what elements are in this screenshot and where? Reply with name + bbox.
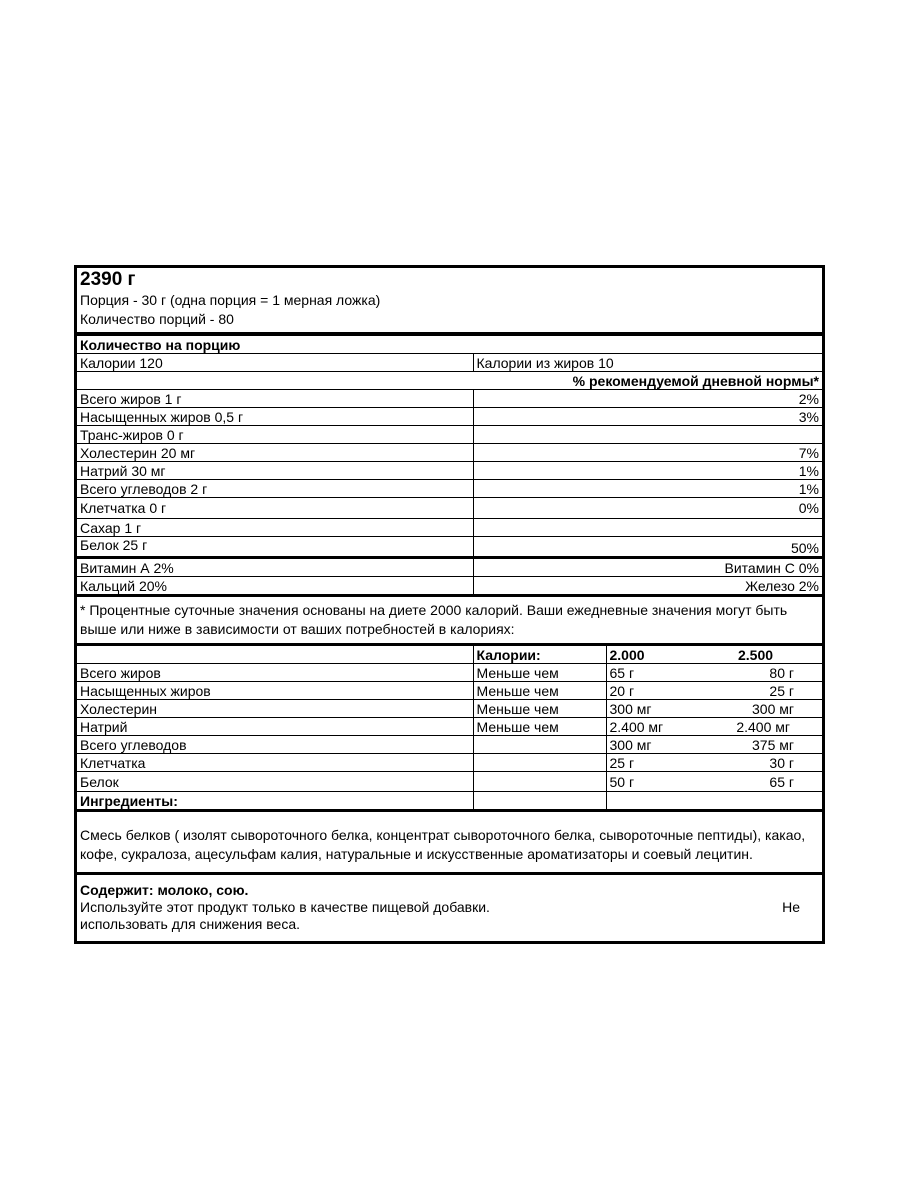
nutrient-row — [77, 462, 822, 480]
dv-2000: 2.400 мг — [606, 718, 706, 736]
usage-line-1: Используйте этот продукт только в качестве пищевой добавки. — [80, 899, 490, 915]
dv-name: Насыщенных жиров — [77, 682, 473, 700]
nutrient-dv: 2% — [473, 390, 822, 408]
dv-2000: 25 г — [606, 754, 706, 772]
nutrient-dv: 7% — [473, 444, 822, 462]
dv-row — [77, 718, 822, 736]
ingredients-label: Ингредиенты: — [77, 792, 473, 810]
calories-from-fat: Калории из жиров 10 — [473, 354, 822, 372]
nutrient-row — [77, 426, 822, 444]
calories: Калории 120 — [77, 354, 473, 372]
nutrient-dv: 3% — [473, 408, 822, 426]
nutrient-row — [77, 390, 822, 408]
dv-name: Всего углеводов — [77, 736, 473, 754]
dv-2500: 80 г — [706, 664, 822, 682]
dv-heading: % рекомендуемой дневной нормы* — [77, 372, 822, 390]
dv-cond: Меньше чем — [473, 718, 606, 736]
nutrient-row — [77, 519, 822, 537]
contains-block — [77, 872, 822, 941]
nutrient-dv — [473, 426, 822, 444]
dv-cond: Меньше чем — [473, 664, 606, 682]
daily-values-table — [77, 643, 822, 809]
nutrition-facts-table — [77, 336, 822, 594]
dv-2500: 65 г — [706, 772, 822, 792]
nutrient-dv: 1% — [473, 480, 822, 498]
nutrient-row — [77, 444, 822, 462]
dv-cond — [473, 736, 606, 754]
col-2500: 2.500 — [706, 645, 822, 664]
usage-line-1-end: Не — [782, 899, 800, 915]
nutrient-name: Белок 25 г — [77, 537, 473, 558]
vitamin-left: Кальций 20% — [77, 577, 473, 595]
dv-name: Белок — [77, 772, 473, 792]
nutrient-name: Клетчатка 0 г — [77, 498, 473, 519]
nutrient-name: Насыщенных жиров 0,5 г — [77, 408, 473, 426]
dv-name: Клетчатка — [77, 754, 473, 772]
amount-per-serving: Количество на порцию — [80, 336, 241, 353]
nutrient-name: Всего углеводов 2 г — [77, 480, 473, 498]
dv-row — [77, 754, 822, 772]
dv-2000: 50 г — [606, 772, 706, 792]
nutrient-dv: 50% — [473, 537, 822, 558]
dv-2000: 20 г — [606, 682, 706, 700]
calories-label: Калории: — [473, 645, 606, 664]
dv-name: Холестерин — [77, 700, 473, 718]
vitamin-row — [77, 558, 822, 577]
dv-cond: Меньше чем — [473, 682, 606, 700]
vitamin-row — [77, 577, 822, 595]
dv-2000: 300 мг — [606, 700, 706, 718]
nutrient-row — [77, 480, 822, 498]
usage-line-2: использовать для снижения веса. — [80, 916, 301, 932]
dv-2000: 300 мг — [606, 736, 706, 754]
nutrient-row — [77, 537, 822, 558]
vitamin-left: Витамин А 2% — [77, 558, 473, 577]
label-header — [77, 268, 822, 336]
nutrient-name: Всего жиров 1 г — [77, 390, 473, 408]
dv-row — [77, 700, 822, 718]
dv-2500: 25 г — [706, 682, 822, 700]
dv-row — [77, 664, 822, 682]
nutrient-dv: 0% — [473, 498, 822, 519]
vitamin-right: Железо 2% — [473, 577, 822, 595]
nutrient-name: Натрий 30 мг — [77, 462, 473, 480]
dv-row — [77, 682, 822, 700]
dv-cond — [473, 772, 606, 792]
dv-name: Всего жиров — [77, 664, 473, 682]
dv-2500: 375 мг — [706, 736, 822, 754]
package-weight: 2390 г — [80, 269, 136, 290]
contains-title: Содержит: молоко, сою. — [80, 882, 249, 898]
servings-count: Количество порций - 80 — [80, 311, 234, 327]
nutrient-dv — [473, 519, 822, 537]
col-2000: 2.000 — [606, 645, 706, 664]
ingredients-text: Смесь белков ( изолят сывороточного белка, концентрат сывороточного белка, сывороточные пептиды), какао, кофе, сукралоза, ацесульфам калия, натуральные и искусственные ароматизаторы и соевый лецитин. — [77, 809, 822, 872]
dv-row — [77, 772, 822, 792]
serving-size: Порция - 30 г (одна порция = 1 мерная ложка) — [80, 292, 381, 308]
nutrition-label — [74, 265, 825, 944]
nutrient-name: Холестерин 20 мг — [77, 444, 473, 462]
vitamin-right: Витамин С 0% — [473, 558, 822, 577]
nutrient-row — [77, 408, 822, 426]
nutrient-row — [77, 498, 822, 519]
dv-row — [77, 736, 822, 754]
nutrient-name: Транс-жиров 0 г — [77, 426, 473, 444]
dv-2500: 300 мг — [706, 700, 822, 718]
dv-2500: 2.400 мг — [706, 718, 822, 736]
dv-2000: 65 г — [606, 664, 706, 682]
nutrient-dv: 1% — [473, 462, 822, 480]
nutrient-name: Сахар 1 г — [77, 519, 473, 537]
dv-2500: 30 г — [706, 754, 822, 772]
dv-cond — [473, 754, 606, 772]
dv-name: Натрий — [77, 718, 473, 736]
footnote: * Процентные суточные значения основаны на диете 2000 калорий. Ваши ежедневные значения могут быть выше или ниже в зависимости от ваших потребностей в калориях: — [77, 594, 822, 643]
dv-cond: Меньше чем — [473, 700, 606, 718]
